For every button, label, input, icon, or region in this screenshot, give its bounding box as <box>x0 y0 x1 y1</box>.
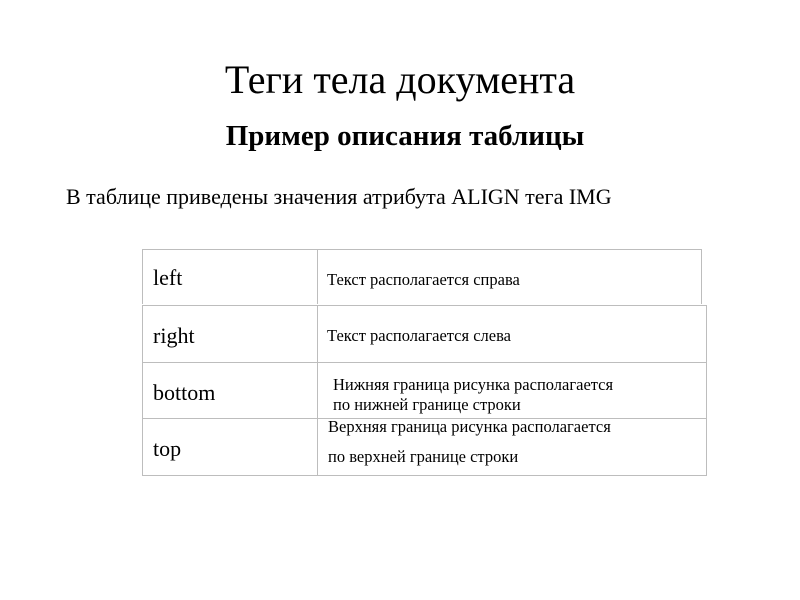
description-top-line: Верхняя граница рисунка располагается <box>328 417 611 436</box>
slide-title: Теги тела документа <box>224 57 576 102</box>
align-values-table <box>142 249 706 477</box>
description-top <box>328 417 611 467</box>
description-bottom <box>333 375 613 415</box>
table-row <box>142 362 707 419</box>
key-cell <box>143 363 318 419</box>
table-row <box>142 418 707 476</box>
table-row <box>142 249 702 304</box>
table-row <box>142 305 707 363</box>
align-value-right: right <box>153 323 195 348</box>
key-cell <box>143 306 318 363</box>
description-top-line: по верхней границе строки <box>328 447 519 466</box>
align-value-bottom: bottom <box>153 380 216 405</box>
align-value-left: left <box>153 265 183 290</box>
key-cell <box>143 419 318 475</box>
description-bottom-line: по нижней границе строки <box>333 395 521 414</box>
description-bottom-line: Нижняя граница рисунка располагается <box>333 375 614 394</box>
align-value-top: top <box>153 436 182 461</box>
description-left: Текст располагается справа <box>327 270 520 289</box>
intro-text: В таблице приведены значения атрибута ALIGN тега IMG <box>66 184 612 209</box>
description-right: Текст располагается слева <box>327 326 511 345</box>
slide-subtitle: Пример описания таблицы <box>225 120 585 152</box>
key-cell <box>143 250 318 304</box>
